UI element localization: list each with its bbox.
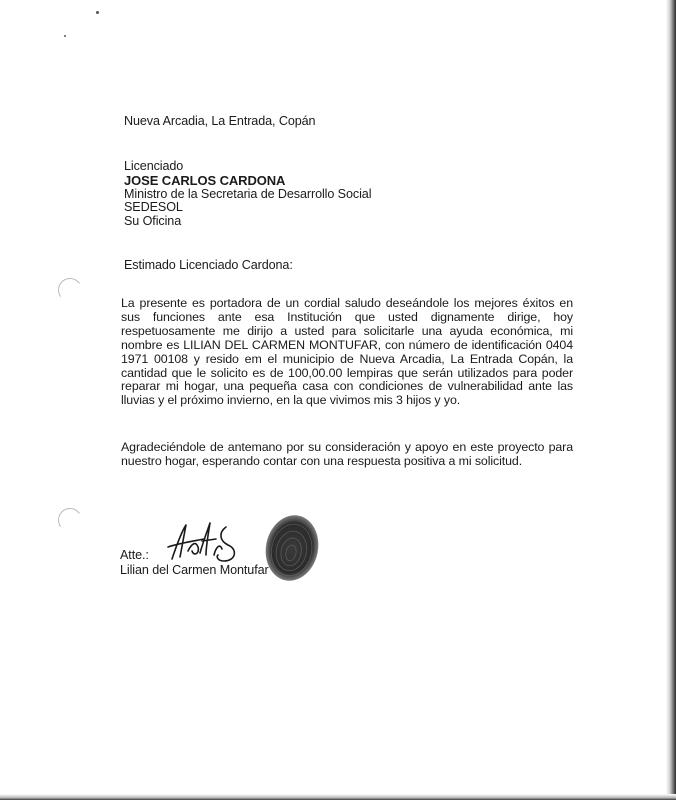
paper-edge-shadow	[0, 794, 676, 800]
body-paragraph: Agradeciéndole de antemano por su consideración y apoyo en este proyecto para nuestro hogar, esperando contar con una respuesta positiva a mi solicitud.	[121, 440, 573, 468]
body-paragraph: La presente es portadora de un cordial saludo deseándole los mejores éxitos en sus funciones ante esa Institución que usted dignamente dirige, hoy respetuosamente me dirijo a usted para solicitarle una ayuda económica, mi nombre es LILIAN DEL CARMEN MONTUFAR, con número de identificación 0404 1971 00108 y resido em el municipio de Nueva Arcadia, La Entrada Copán, la cantidad que le solicito es de 100,00.00 lempiras que serán utilizados para poder reparar mi hogar, una pequeña casa con condiciones de vulnerabilidad ante las lluvias y el próximo invierno, en la que vivimos mis 3 hijos y yo.	[121, 296, 573, 408]
fingerprint-icon	[262, 512, 322, 584]
punch-hole-mark	[56, 276, 84, 304]
letter-place: Nueva Arcadia, La Entrada, Copán	[124, 114, 316, 128]
letter-closing: Atte.:	[120, 548, 149, 562]
signature-icon	[160, 517, 250, 567]
letter-greeting: Estimado Licenciado Cardona:	[124, 258, 293, 272]
punch-hole-mark	[56, 506, 84, 534]
paper-speck	[96, 11, 99, 14]
addressee-block	[124, 160, 371, 229]
addressee-office: Su Oficina	[124, 214, 182, 229]
paper-edge-shadow	[666, 0, 676, 800]
addressee-organization: SEDESOL	[124, 200, 183, 215]
addressee-name: JOSE CARLOS CARDONA	[124, 172, 286, 188]
signer-name: Lilian del Carmen Montufar	[120, 563, 269, 577]
addressee-position: Ministro de la Secretaria de Desarrollo Social	[124, 186, 372, 201]
paper-speck	[64, 35, 66, 37]
addressee-title: Licenciado	[124, 159, 184, 173]
